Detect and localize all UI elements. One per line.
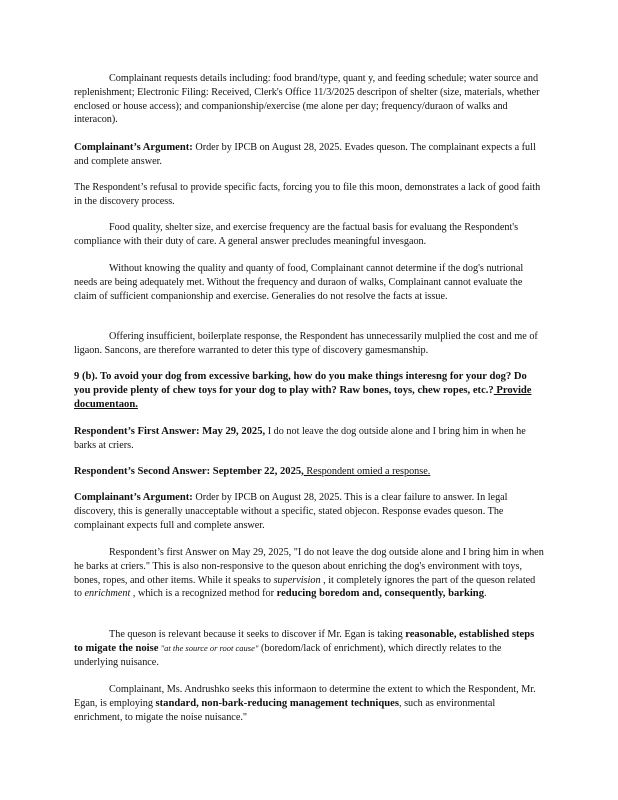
reasonable-steps-phrase: reasonable, established steps to migate the noise xyxy=(74,629,535,655)
paragraph-text: Food quality, shelter size, and exercise frequency are the factual basis for evaluang the Respondent's compliance with their duty of care. A general answer precludes meaningful invesgaon. xyxy=(74,222,519,247)
paragraph-text: Without knowing the quality and quanty of food, Complainant cannot determine if the dog's nutrional needs are being adequately met. Without the frequency and duraon of walks, Complainant cannot evaluate the claim of sufficient companionship and exercise. Generalies do not resolve the facts at issue. xyxy=(74,263,524,302)
paragraph-complainant-seeks xyxy=(74,683,544,725)
argument-label: Complainant’s Argument: xyxy=(74,142,193,153)
respondent-first-answer xyxy=(74,425,544,453)
paragraph-complainant-requests xyxy=(74,72,544,127)
first-answer-text: I do not leave the dog outside alone and I bring him in when he barks at criers. xyxy=(74,426,526,452)
paragraph-text: Offering insufficient, boilerplate response, the Respondent has unnecessarily mulplied the cost and me of ligaon. Sancons, are therefore warranted to deter this type of discovery gamesmanship. xyxy=(74,331,538,356)
question-underline: Provide documentaon. xyxy=(74,385,532,411)
question-9b xyxy=(74,370,544,413)
enrichment-term: enrichment xyxy=(84,588,131,600)
analysis-text: , it completely ignores the part of the queson related to xyxy=(74,574,536,600)
paragraph-respondent-first-answer-analysis xyxy=(74,546,544,602)
argument-text: Order by IPCB on August 28, 2025. Evades queson. The complainant expects a full and complete answer. xyxy=(74,142,536,168)
paragraph-complainant-argument-2 xyxy=(74,491,544,533)
argument-label: Complainant’s Argument: xyxy=(74,492,193,503)
supervision-term: supervision xyxy=(273,574,321,586)
paragraph-text: The Respondent’s refusal to provide specific facts, forcing you to file this moon, demonstrates a lack of good faith in the discovery process. xyxy=(74,182,541,207)
paragraph-refusal xyxy=(74,181,544,209)
seeks-text: , such as environmental enrichment, to migate the noise nuisance." xyxy=(74,697,496,723)
paragraph-complainant-argument-1 xyxy=(74,141,544,169)
first-answer-label: Respondent’s First Answer: May 29, 2025, xyxy=(74,426,266,437)
paragraph-text: Complainant requests details including: food brand/type, quant y, and feeding schedule; water source and replenishment; Electronic Filing: Received, Clerk's Office 11/3/2025 descripon of shelter (size, materials, whether enclosed or house access); and companionship/exercise (me alone per day; frequency/duraon of walks and interacon). xyxy=(74,73,540,126)
paragraph-food-quality xyxy=(74,221,544,249)
argument-text: Order by IPCB on August 28, 2025. This is a clear failure to answer. In legal discovery, this is generally unacceptable without a specific, stated objecon. Response evades queson. The complainant expects full and complete answer. xyxy=(74,492,508,531)
respondent-second-answer xyxy=(74,465,544,479)
analysis-text: , which is a recognized method for xyxy=(130,588,277,600)
second-answer-label: Respondent’s Second Answer: September 22, 2025, xyxy=(74,466,304,477)
seeks-text: Complainant, Ms. Andrushko seeks this informaon to determine the extent to which the Respondent, Mr. Egan, is employing xyxy=(74,684,536,709)
analysis-text: . xyxy=(484,588,487,600)
management-techniques-phrase: standard, non-bark-reducing management techniques xyxy=(155,697,399,709)
paragraph-relevance xyxy=(74,628,544,670)
root-cause-quote: "at the source or root cause" xyxy=(158,643,259,654)
paragraph-without-knowing xyxy=(74,262,544,303)
analysis-text: Respondent’s first Answer on May 29, 2025, "I do not leave the dog outside alone and I bring him in when he barks at criers." This is also non-responsive to the queson about enriching the dog's environment with toys, bones, ropes, and other items. While it speaks to xyxy=(74,547,544,586)
reducing-boredom-phrase: reducing boredom and, consequently, barking xyxy=(276,588,484,600)
paragraph-sanctions xyxy=(74,330,544,358)
relevance-text: (boredom/lack of enrichment), which directly relates to the underlying nuisance. xyxy=(74,643,502,669)
relevance-text: The queson is relevant because it seeks to discover if Mr. Egan is taking xyxy=(109,629,406,640)
question-text: 9 (b). To avoid your dog from excessive barking, how do you make things interesng for your dog? Do you provide plenty of chew toys for your dog to play with? Raw bones, toys, chew ropes, etc.? xyxy=(74,371,527,397)
second-answer-text: Respondent omied a response. xyxy=(303,466,431,477)
